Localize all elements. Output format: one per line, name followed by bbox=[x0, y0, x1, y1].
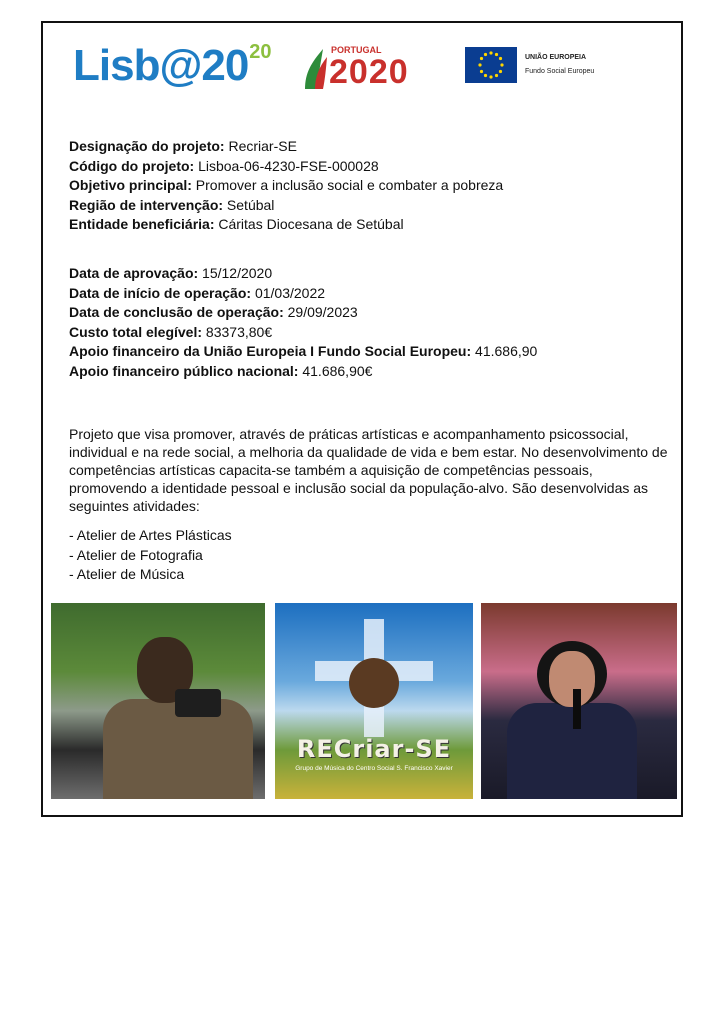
end-date: Data de conclusão de operação: 29/09/2023 bbox=[69, 304, 358, 320]
document-frame bbox=[41, 21, 683, 817]
approval-date: Data de aprovação: 15/12/2020 bbox=[69, 265, 273, 281]
project-designation: Designação do projeto: Recriar-SE bbox=[69, 138, 297, 154]
camera-icon bbox=[175, 689, 221, 717]
project-region: Região de intervenção: Setúbal bbox=[69, 196, 275, 213]
portugal-logo-label: PORTUGAL bbox=[331, 45, 382, 55]
singer-photo bbox=[481, 603, 677, 799]
eu-logo bbox=[465, 47, 645, 91]
portugal-2020-logo bbox=[301, 39, 431, 97]
lisboa-logo-text: Lisb@20 bbox=[73, 41, 249, 90]
project-info bbox=[69, 137, 503, 235]
total-cost: Custo total elegível: 83373,80€ bbox=[69, 323, 273, 340]
project-objective: Objetivo principal: Promover a inclusão social e combater a pobreza bbox=[69, 177, 504, 193]
lisboa-2020-logo bbox=[73, 41, 272, 91]
poster-subtitle: Grupo de Música do Centro Social S. Francisco Xavier bbox=[295, 765, 453, 772]
poster-title: RECriar-SE bbox=[296, 735, 452, 763]
photographer-photo bbox=[51, 603, 265, 799]
activity-item: - Atelier de Música bbox=[69, 566, 185, 582]
eu-logo-line2: Fundo Social Europeu bbox=[525, 68, 595, 75]
national-funding: Apoio financeiro público nacional: 41.686,90€ bbox=[69, 362, 373, 379]
activity-item: - Atelier de Artes Plásticas bbox=[69, 527, 232, 543]
finance-info bbox=[69, 264, 537, 381]
project-code: Código do projeto: Lisboa-06-4230-FSE-000028 bbox=[69, 157, 379, 174]
project-description: Projeto que visa promover, através de práticas artísticas e acompanhamento psicossocial, individual e na rede social, a melhoria da qualidade de vida e bem estar. No desenvolvimento de competências artísticas capacita-se também a aquisição de competências pessoais, promovendo a identidade pessoal e inclusão social da população-alvo. São desenvolvidas as seguintes atividades: bbox=[69, 426, 668, 514]
lisboa-logo-superscript: 20 bbox=[249, 41, 272, 63]
project-entity: Entidade beneficiária: Cáritas Diocesana de Setúbal bbox=[69, 216, 404, 232]
microphone-icon bbox=[573, 689, 581, 729]
start-date: Data de início de operação: 01/03/2022 bbox=[69, 284, 326, 301]
activity-item: - Atelier de Fotografia bbox=[69, 546, 203, 563]
eu-flag-icon bbox=[465, 47, 517, 83]
activities-list bbox=[69, 526, 232, 585]
logo-bar bbox=[73, 39, 653, 99]
eu-funding: Apoio financeiro da União Europeia I Fundo Social Europeu: 41.686,90 bbox=[69, 343, 538, 359]
eu-logo-line1: UNIÃO EUROPEIA bbox=[525, 54, 587, 61]
portugal-logo-number: 2020 bbox=[329, 53, 409, 91]
recriar-se-poster bbox=[275, 603, 473, 799]
portugal-flame-icon bbox=[301, 45, 329, 91]
